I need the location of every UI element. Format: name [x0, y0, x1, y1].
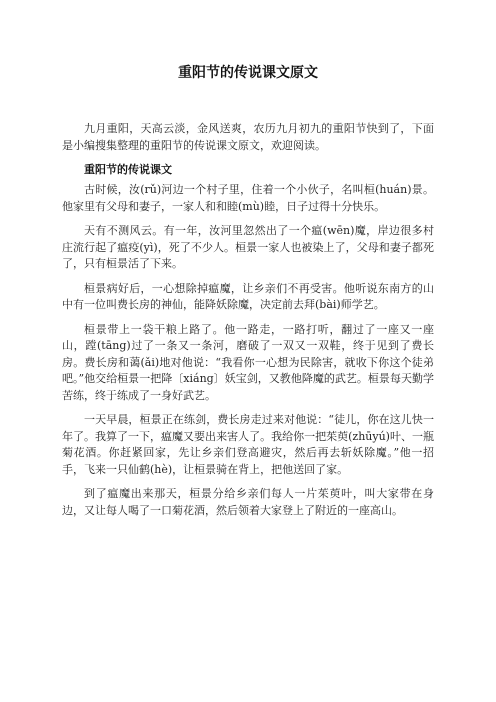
- story-paragraph-2: 天有不测风云。有一年，汝河里忽然出了一个瘟(wēn)魔，岸边很多村庄流行起了瘟疫(yì)，死了不少人。桓景一家人也被染上了，父母和妻子都死了，只有桓景活了下来。: [62, 224, 434, 270]
- intro-paragraph: 九月重阳，天高云淡，金风送爽，农历九月初九的重阳节快到了，下面是小编搜集整理的重阳节的传说课文原文，欢迎阅读。: [62, 122, 434, 152]
- story-paragraph-3: 桓景病好后，一心想除掉瘟魔，让乡亲们不再受害。他听说东南方的山中有一位叫费长房的神仙，能降妖除魔，决定前去拜(bài)师学艺。: [62, 281, 434, 311]
- story-paragraph-5: 一天早晨，桓景正在练剑，费长房走过来对他说：“徒儿，你在这儿快一年了。我算了一下，瘟魔又要出来害人了。我给你一把茱萸(zhūyú)叶、一瓶菊花酒。你赶紧回家，先让乡亲们登高避灾，然后再去斩妖除魔。”他一招手，飞来一只仙鹤(hè)，让桓景骑在背上，把他送回了家。: [62, 413, 434, 476]
- story-paragraph-4: 桓景带上一袋干粮上路了。他一路走，一路打听，翻过了一座又一座山，蹚(tāng)过了一条又一条河，磨破了一双又一双鞋，终于见到了费长房。费长房和蔼(ǎi)地对他说：“我看你一心想为民除害，就收下你这个徒弟吧。”他交给桓景一把降〔xiáng〕妖宝剑，又教他降魔的武艺。桓景每天勤学苦练，终于练成了一身好武艺。: [62, 322, 434, 402]
- section-heading: 重阳节的传说课文: [84, 163, 172, 176]
- story-paragraph-6: 到了瘟魔出来那天，桓景分给乡亲们每人一片茱萸叶，叫大家带在身边，又让每人喝了一口菊花酒，然后领着大家登上了附近的一座高山。: [62, 487, 434, 517]
- document-title: 重阳节的传说课文原文: [178, 65, 318, 81]
- document-body: [62, 121, 434, 527]
- story-paragraph-1: 古时候，汝(rǔ)河边一个村子里，住着一个小伙子，名叫桓(huán)景。他家里有父母和妻子，一家人和和睦(mù)睦，日子过得十分快乐。: [62, 183, 434, 213]
